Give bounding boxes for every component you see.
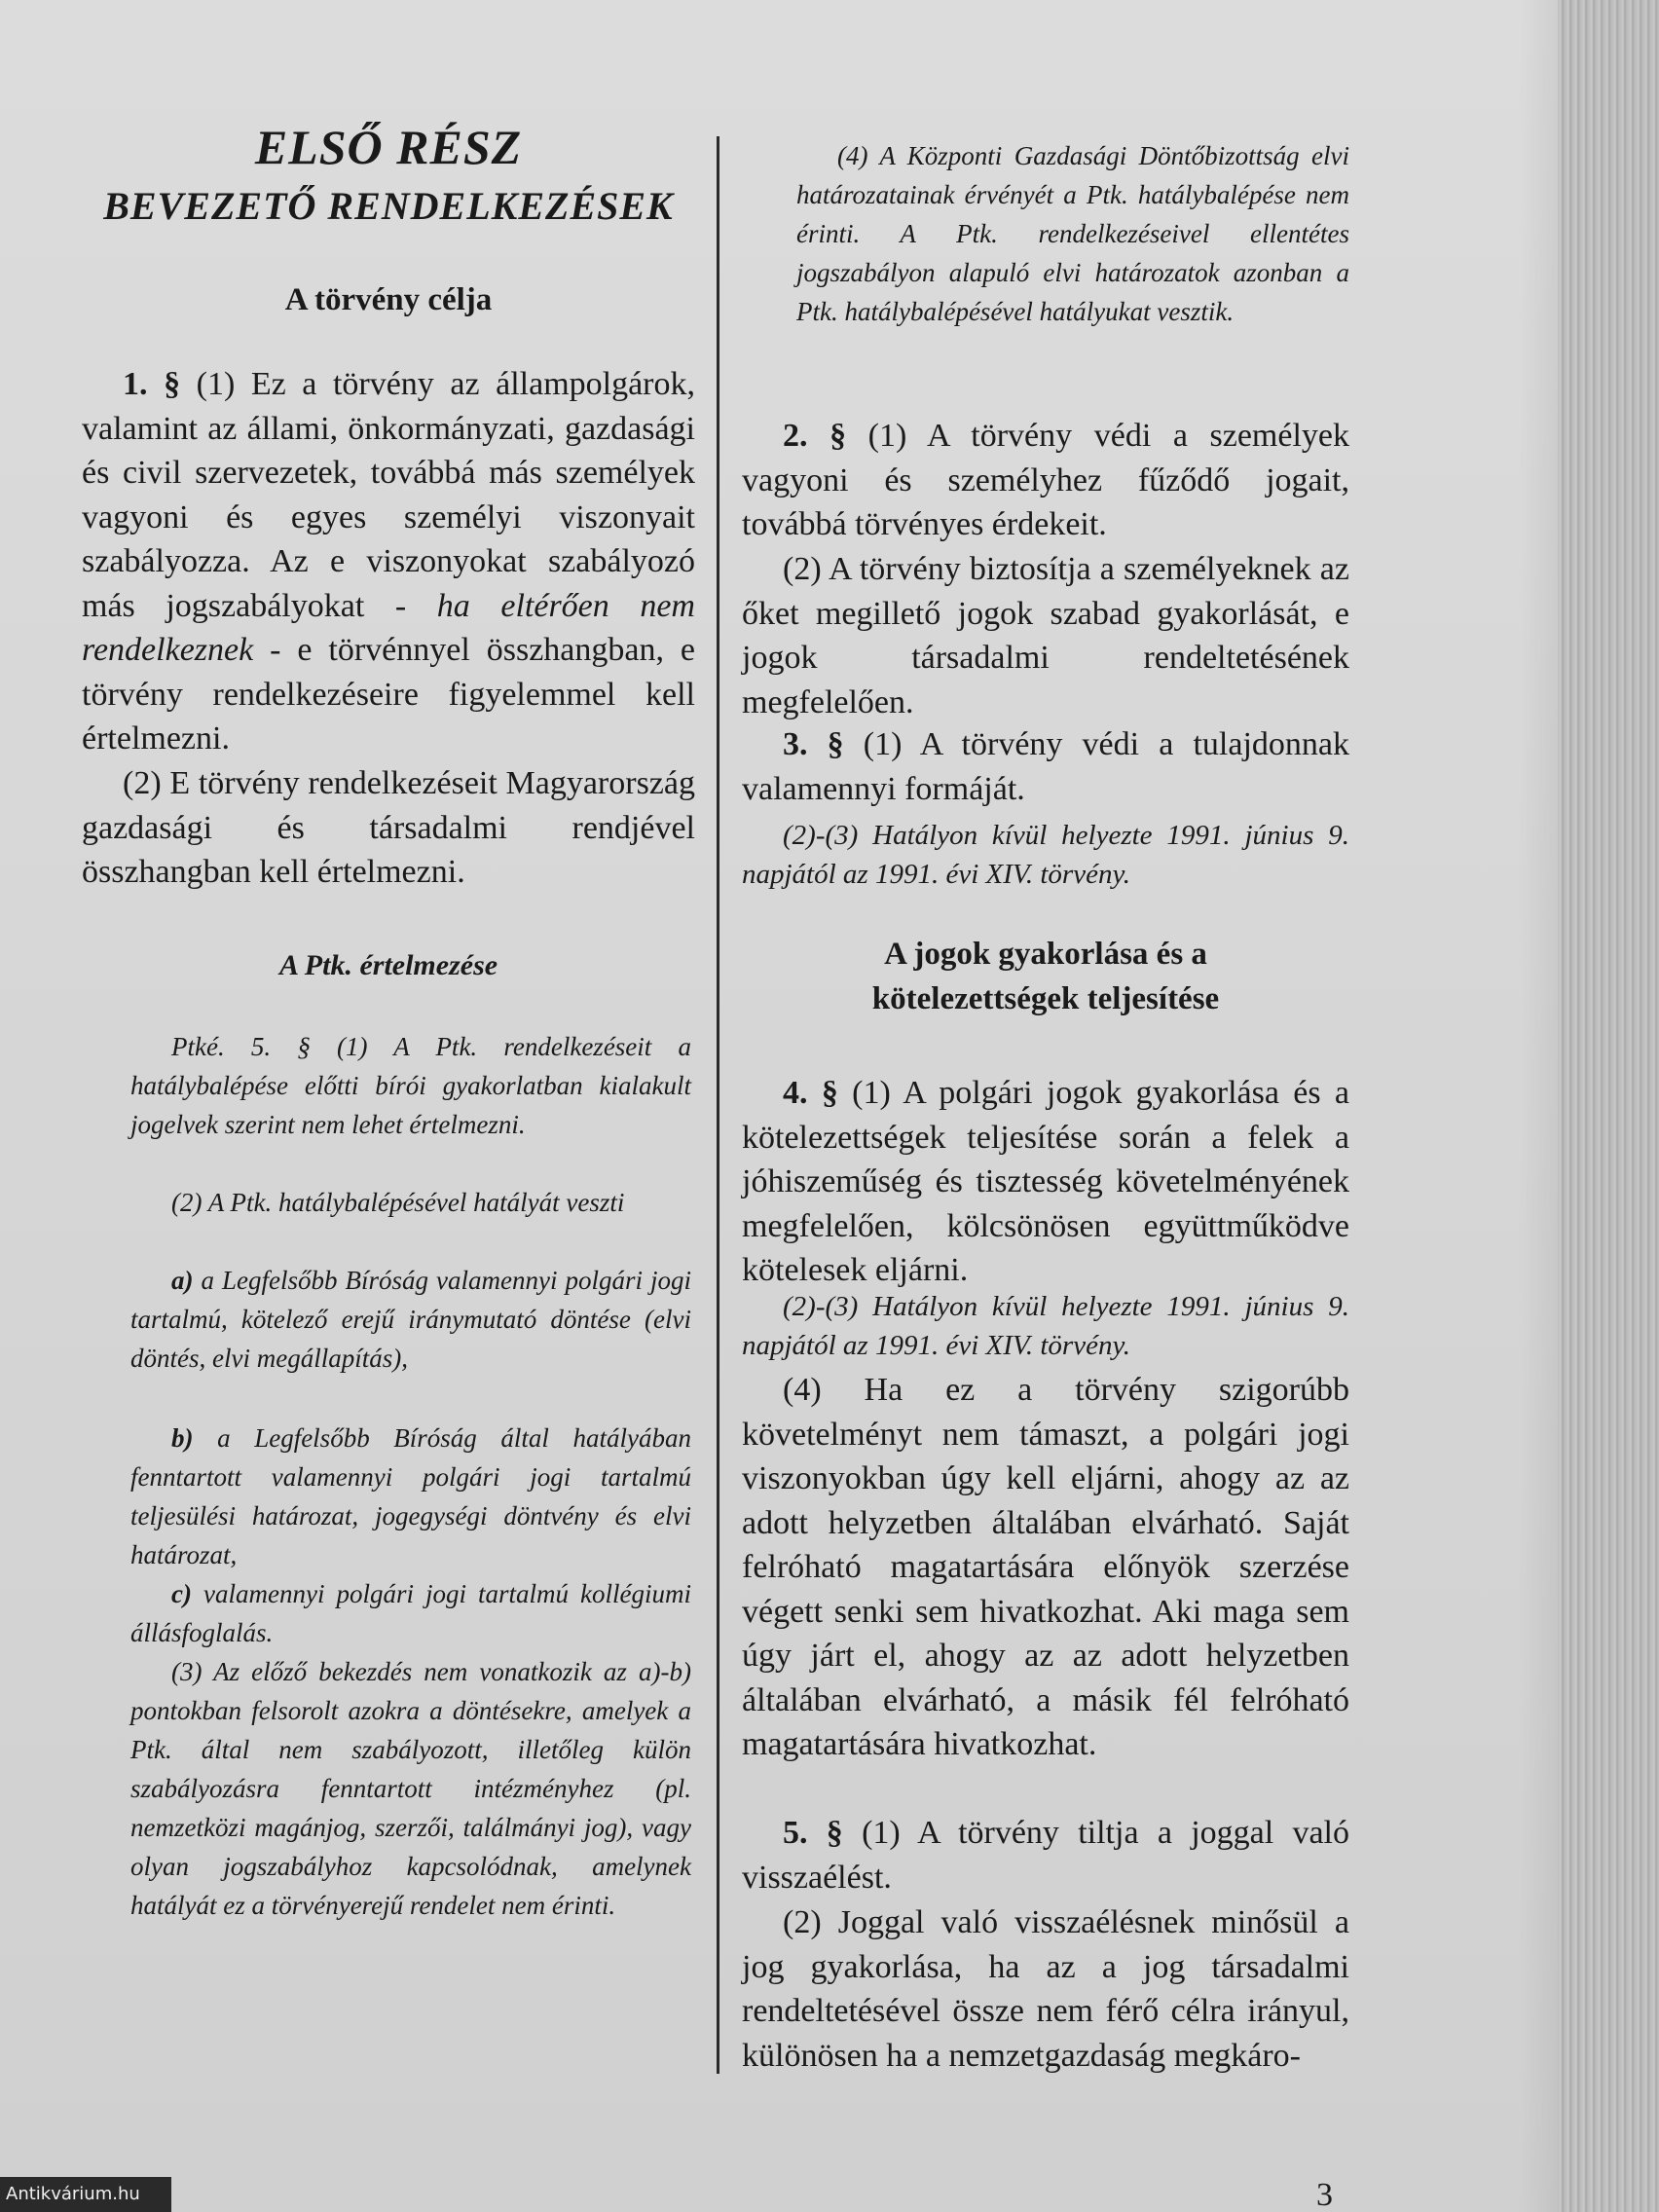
ptke-5-point-c [130, 1574, 691, 1652]
point-a-label: a) [171, 1266, 194, 1295]
heading-law-purpose: A törvény célja [284, 282, 493, 317]
ptke-5-point-b [130, 1419, 691, 1574]
part-title: ELSŐ RÉSZ [254, 120, 523, 174]
point-c-text: valamennyi polgári jogi tartalmú kollégiumi állásfoglalás. [130, 1579, 691, 1647]
section-3-text: (1) A törvény védi a tulajdonnak valamennyi formáját. [742, 726, 1349, 807]
page-number: 3 [1316, 2177, 1333, 2212]
heading-rights-exercise-line2: kötelezettségek teljesítése [871, 981, 1220, 1016]
section-1-text-a: (1) Ez a törvény az állampolgárok, valamint az állami, önkormányzati, gazdasági és civil szervezetek, továbbá más személyek vagyoni és egyes személyi viszonyait szabályozza. Az e viszonyokat szabályozó más jogszabályokat - [82, 366, 696, 624]
page-stack-edge [1558, 0, 1659, 2212]
heading-rights-exercise-line1: A jogok gyakorlása és a [884, 937, 1207, 972]
section-5-para-1 [742, 1811, 1349, 1899]
section-1-italic: ha eltérően nem rendelkeznek [82, 587, 695, 668]
section-1-text-b: - e törvénnyel összhangban, e törvény rendelkezéseire figyelemmel kell értelmezni. [82, 632, 695, 756]
ptke-5-para-2: (2) A Ptk. hatálybalépésével hatályát veszti [171, 1188, 625, 1217]
ptke-5-para-3: (3) Az előző bekezdés nem vonatkozik az a)-b) pontokban felsorolt azokra a döntésekre, amelyek a Ptk. által nem szabályozott, illetőleg külön szabályozásra fenntartott intézményhez (pl. nemzetközi magánjog, szerzői, találmányi jog), vagy olyan jogszabályhoz kapcsolódnak, amelynek hatályát ez a törvényerejű rendelet nem érinti. [130, 1657, 691, 1920]
section-1-number: 1. § [123, 366, 181, 402]
section-1-para-1 [82, 362, 695, 761]
ptke-5-para-1: Ptké. 5. § (1) A Ptk. rendelkezéseit a hatálybalépése előtti bírói gyakorlatban kialakult jogelvek szerint nem lehet értelmezni. [130, 1032, 691, 1139]
section-4-para-4: (4) Ha ez a törvény szigorúbb követelményt nem támaszt, a polgári jogi viszonyokban úgy kell eljárni, ahogy az az adott helyzetben általában elvárható. Saját felróható magatartására előnyök szerzése végett senki sem hivatkozhat. Aki maga sem úgy járt el, ahogy az az adott helyzetben általában elvárható, a másik fél felróható magatartására hivatkozhat. [742, 1372, 1349, 1762]
watermark: Antikvárium.hu [0, 2177, 171, 2212]
section-2-para-1 [742, 414, 1349, 547]
point-b-label: b) [171, 1423, 194, 1453]
section-2-text: (1) A törvény védi a személyek vagyoni és személyhez fűződő jogait, továbbá törvényes érdekeit. [742, 418, 1350, 542]
section-5-number: 5. § [783, 1815, 843, 1851]
section-4-repealed-note: (2)-(3) Hatályon kívül helyezte 1991. június 9. napjától az 1991. évi XIV. törvény. [742, 1291, 1349, 1361]
section-4-text: (1) A polgári jogok gyakorlása és a kötelezettségek teljesítése során a felek a jóhiszeműség és tisztesség követelményének megfelelően, kölcsönösen együttműködve kötelesek eljárni. [742, 1075, 1349, 1288]
ptke-5-point-a [130, 1261, 691, 1378]
section-5-para-2: (2) Joggal való visszaélésnek minősül a jog gyakorlása, ha az a jog társadalmi rendeltetésével össze nem férő célra irányul, különösen ha a nemzetgazdaság megkáro- [742, 1904, 1349, 2074]
point-a-text: a Legfelsőbb Bíróság valamennyi polgári jogi tartalmú, kötelező erejű iránymutató döntése (elvi döntés, elvi megállapítás), [130, 1266, 691, 1373]
section-1-para-2: (2) E törvény rendelkezéseit Magyarország gazdasági és társadalmi rendjével összhangban kell értelmezni. [82, 765, 695, 890]
point-c-label: c) [171, 1579, 192, 1608]
section-5-text: (1) A törvény tiltja a joggal való visszaélést. [742, 1815, 1349, 1896]
column-divider [717, 136, 719, 2074]
ptke-5-para-4: (4) A Központi Gazdasági Döntőbizottság elvi határozatainak érvényét a Ptk. hatálybalépése nem érinti. A Ptk. rendelkezéseivel ellentétes jogszabályon alapuló elvi határozatok azonban a Ptk. hatálybalépésével hatályukat vesztik. [796, 141, 1349, 326]
section-4-para-1 [742, 1071, 1349, 1293]
heading-ptk-interpretation: A Ptk. értelmezése [278, 949, 498, 981]
section-3-para-1 [742, 722, 1349, 811]
section-3-number: 3. § [783, 726, 844, 762]
section-4-number: 4. § [783, 1075, 838, 1111]
section-3-repealed-note: (2)-(3) Hatályon kívül helyezte 1991. június 9. napjától az 1991. évi XIV. törvény. [742, 820, 1349, 890]
section-2-para-2: (2) A törvény biztosítja a személyeknek az őket megillető jogok szabad gyakorlását, e jogok társadalmi rendeltetésének megfelelően. [742, 551, 1349, 720]
section-2-number: 2. § [783, 418, 847, 454]
point-b-text: a Legfelsőbb Bíróság által hatályában fenntartott valamennyi polgári jogi tartalmú teljesülési határozat, jogegységi döntvény és elvi határozat, [130, 1423, 691, 1569]
part-subtitle: BEVEZETŐ RENDELKEZÉSEK [103, 184, 674, 228]
